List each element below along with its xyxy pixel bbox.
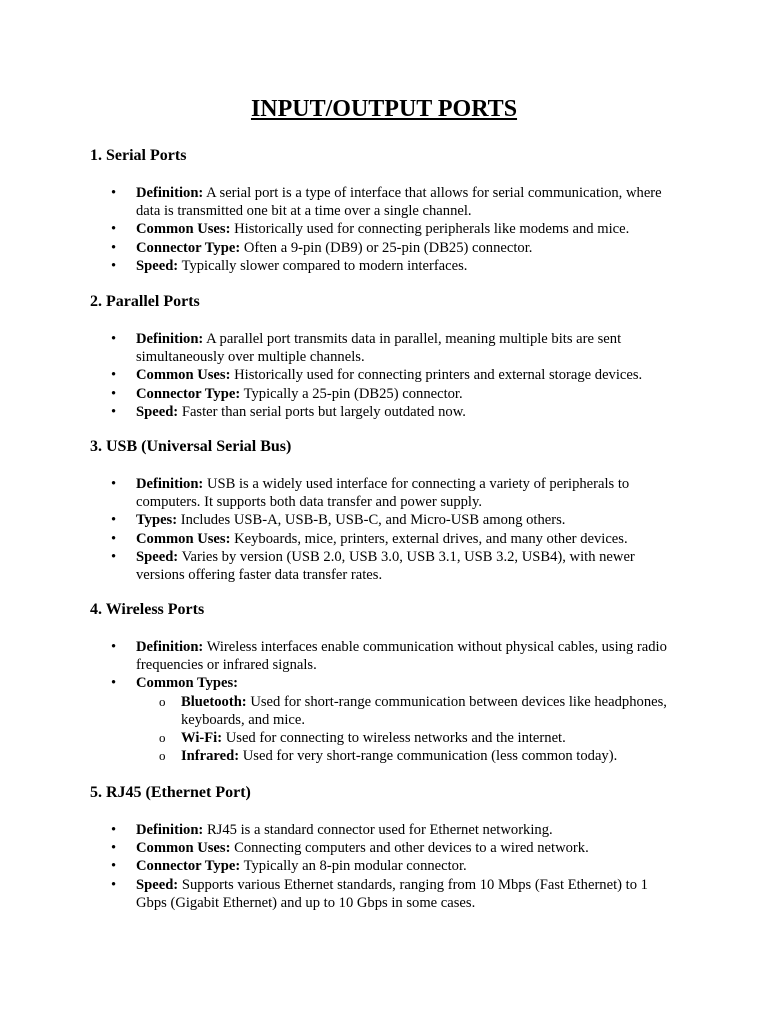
section-heading: 4. Wireless Ports — [90, 601, 205, 618]
list-item — [90, 239, 670, 257]
item-label: Connector Type: — [136, 858, 241, 875]
list-item — [90, 530, 670, 548]
item-label: Speed: — [136, 876, 179, 893]
section-heading: 1. Serial Ports — [90, 147, 187, 164]
item-text: Historically used for connecting peripherals like modems and mice. — [234, 221, 630, 238]
list-item — [90, 184, 670, 220]
list-item — [90, 366, 670, 384]
item-text: Includes USB-A, USB-B, USB-C, and Micro-USB among others. — [180, 512, 566, 529]
item-label: Speed: — [136, 257, 179, 274]
list-item — [90, 674, 670, 765]
sub-list-item — [136, 693, 670, 729]
item-text: Varies by version (USB 2.0, USB 3.0, USB 3.1, USB 3.2, USB4), with newer versions offering faster data transfer rates. — [136, 548, 635, 584]
section-serial-ports — [90, 146, 670, 275]
item-text: Keyboards, mice, printers, external drives, and many other devices. — [234, 530, 628, 547]
sub-item-label: Wi-Fi: — [181, 730, 223, 747]
list-item — [90, 330, 670, 366]
item-label: Definition: — [136, 185, 204, 201]
list-item — [90, 475, 670, 511]
list-item — [90, 638, 670, 674]
item-text: Typically slower compared to modern interfaces. — [181, 257, 468, 274]
section-wireless-ports — [90, 600, 670, 765]
item-text: Connecting computers and other devices to a wired network. — [234, 840, 589, 857]
item-label: Common Uses: — [136, 221, 231, 238]
bullet-list — [90, 821, 670, 912]
item-text: Faster than serial ports but largely outdated now. — [181, 403, 466, 420]
item-text: USB is a widely used interface for connecting a variety of peripherals to computers. It supports both data transfer and power supply. — [136, 476, 630, 511]
sub-item-label: Infrared: — [181, 748, 240, 765]
item-label: Connector Type: — [136, 385, 241, 402]
item-text: Typically an 8-pin modular connector. — [243, 858, 467, 875]
sub-item-text: Used for short-range communication between devices like headphones, keyboards, and mice. — [181, 693, 667, 728]
item-label: Common Types: — [136, 675, 239, 692]
item-label: Definition: — [136, 331, 204, 347]
sub-list — [136, 693, 670, 766]
item-label: Common Uses: — [136, 530, 231, 547]
item-text: Typically a 25-pin (DB25) connector. — [243, 385, 463, 402]
bullet-list — [90, 184, 670, 275]
sub-item-label: Bluetooth: — [181, 693, 247, 710]
bullet-list — [90, 638, 670, 765]
section-heading: 5. RJ45 (Ethernet Port) — [90, 784, 251, 801]
item-text: Often a 9-pin (DB9) or 25-pin (DB25) connector. — [243, 239, 533, 256]
item-label: Speed: — [136, 403, 179, 420]
section-usb — [90, 437, 670, 584]
bullet-list — [90, 475, 670, 584]
item-text: A parallel port transmits data in parallel, meaning multiple bits are sent simultaneously over multiple channels. — [136, 331, 622, 366]
list-item — [90, 876, 670, 912]
list-item — [90, 403, 670, 421]
list-item — [90, 511, 670, 529]
section-heading: 3. USB (Universal Serial Bus) — [90, 438, 292, 455]
item-label: Definition: — [136, 822, 204, 838]
item-label: Common Uses: — [136, 840, 231, 857]
section-rj45 — [90, 783, 670, 912]
item-label: Common Uses: — [136, 367, 231, 384]
sub-list-item — [136, 747, 670, 765]
item-label: Definition: — [136, 639, 204, 655]
sub-list-item — [136, 729, 670, 747]
list-item — [90, 821, 670, 839]
sub-item-text: Used for connecting to wireless networks and the internet. — [225, 730, 566, 747]
list-item — [90, 548, 670, 584]
list-item — [90, 257, 670, 275]
list-item — [90, 385, 670, 403]
item-text: Historically used for connecting printers and external storage devices. — [234, 367, 643, 384]
item-label: Speed: — [136, 548, 179, 565]
section-parallel-ports — [90, 292, 670, 421]
item-label: Types: — [136, 512, 178, 529]
item-label: Connector Type: — [136, 239, 241, 256]
list-item — [90, 220, 670, 238]
section-heading: 2. Parallel Ports — [90, 293, 200, 310]
item-text: RJ45 is a standard connector used for Ethernet networking. — [206, 822, 553, 838]
item-text: A serial port is a type of interface that allows for serial communication, where data is transmitted one bit at a time over a single channel. — [136, 185, 662, 220]
list-item — [90, 857, 670, 875]
item-text: Wireless interfaces enable communication without physical cables, using radio frequencies or infrared signals. — [136, 639, 667, 674]
sub-item-text: Used for very short-range communication (less common today). — [242, 748, 618, 765]
bullet-list — [90, 330, 670, 421]
list-item — [90, 839, 670, 857]
item-label: Definition: — [136, 476, 204, 492]
page-title: INPUT/OUTPUT PORTS — [250, 96, 518, 122]
item-text: Supports various Ethernet standards, ranging from 10 Mbps (Fast Ethernet) to 1 Gbps (Gigabit Ethernet) and up to 10 Gbps in some cases. — [136, 876, 648, 911]
